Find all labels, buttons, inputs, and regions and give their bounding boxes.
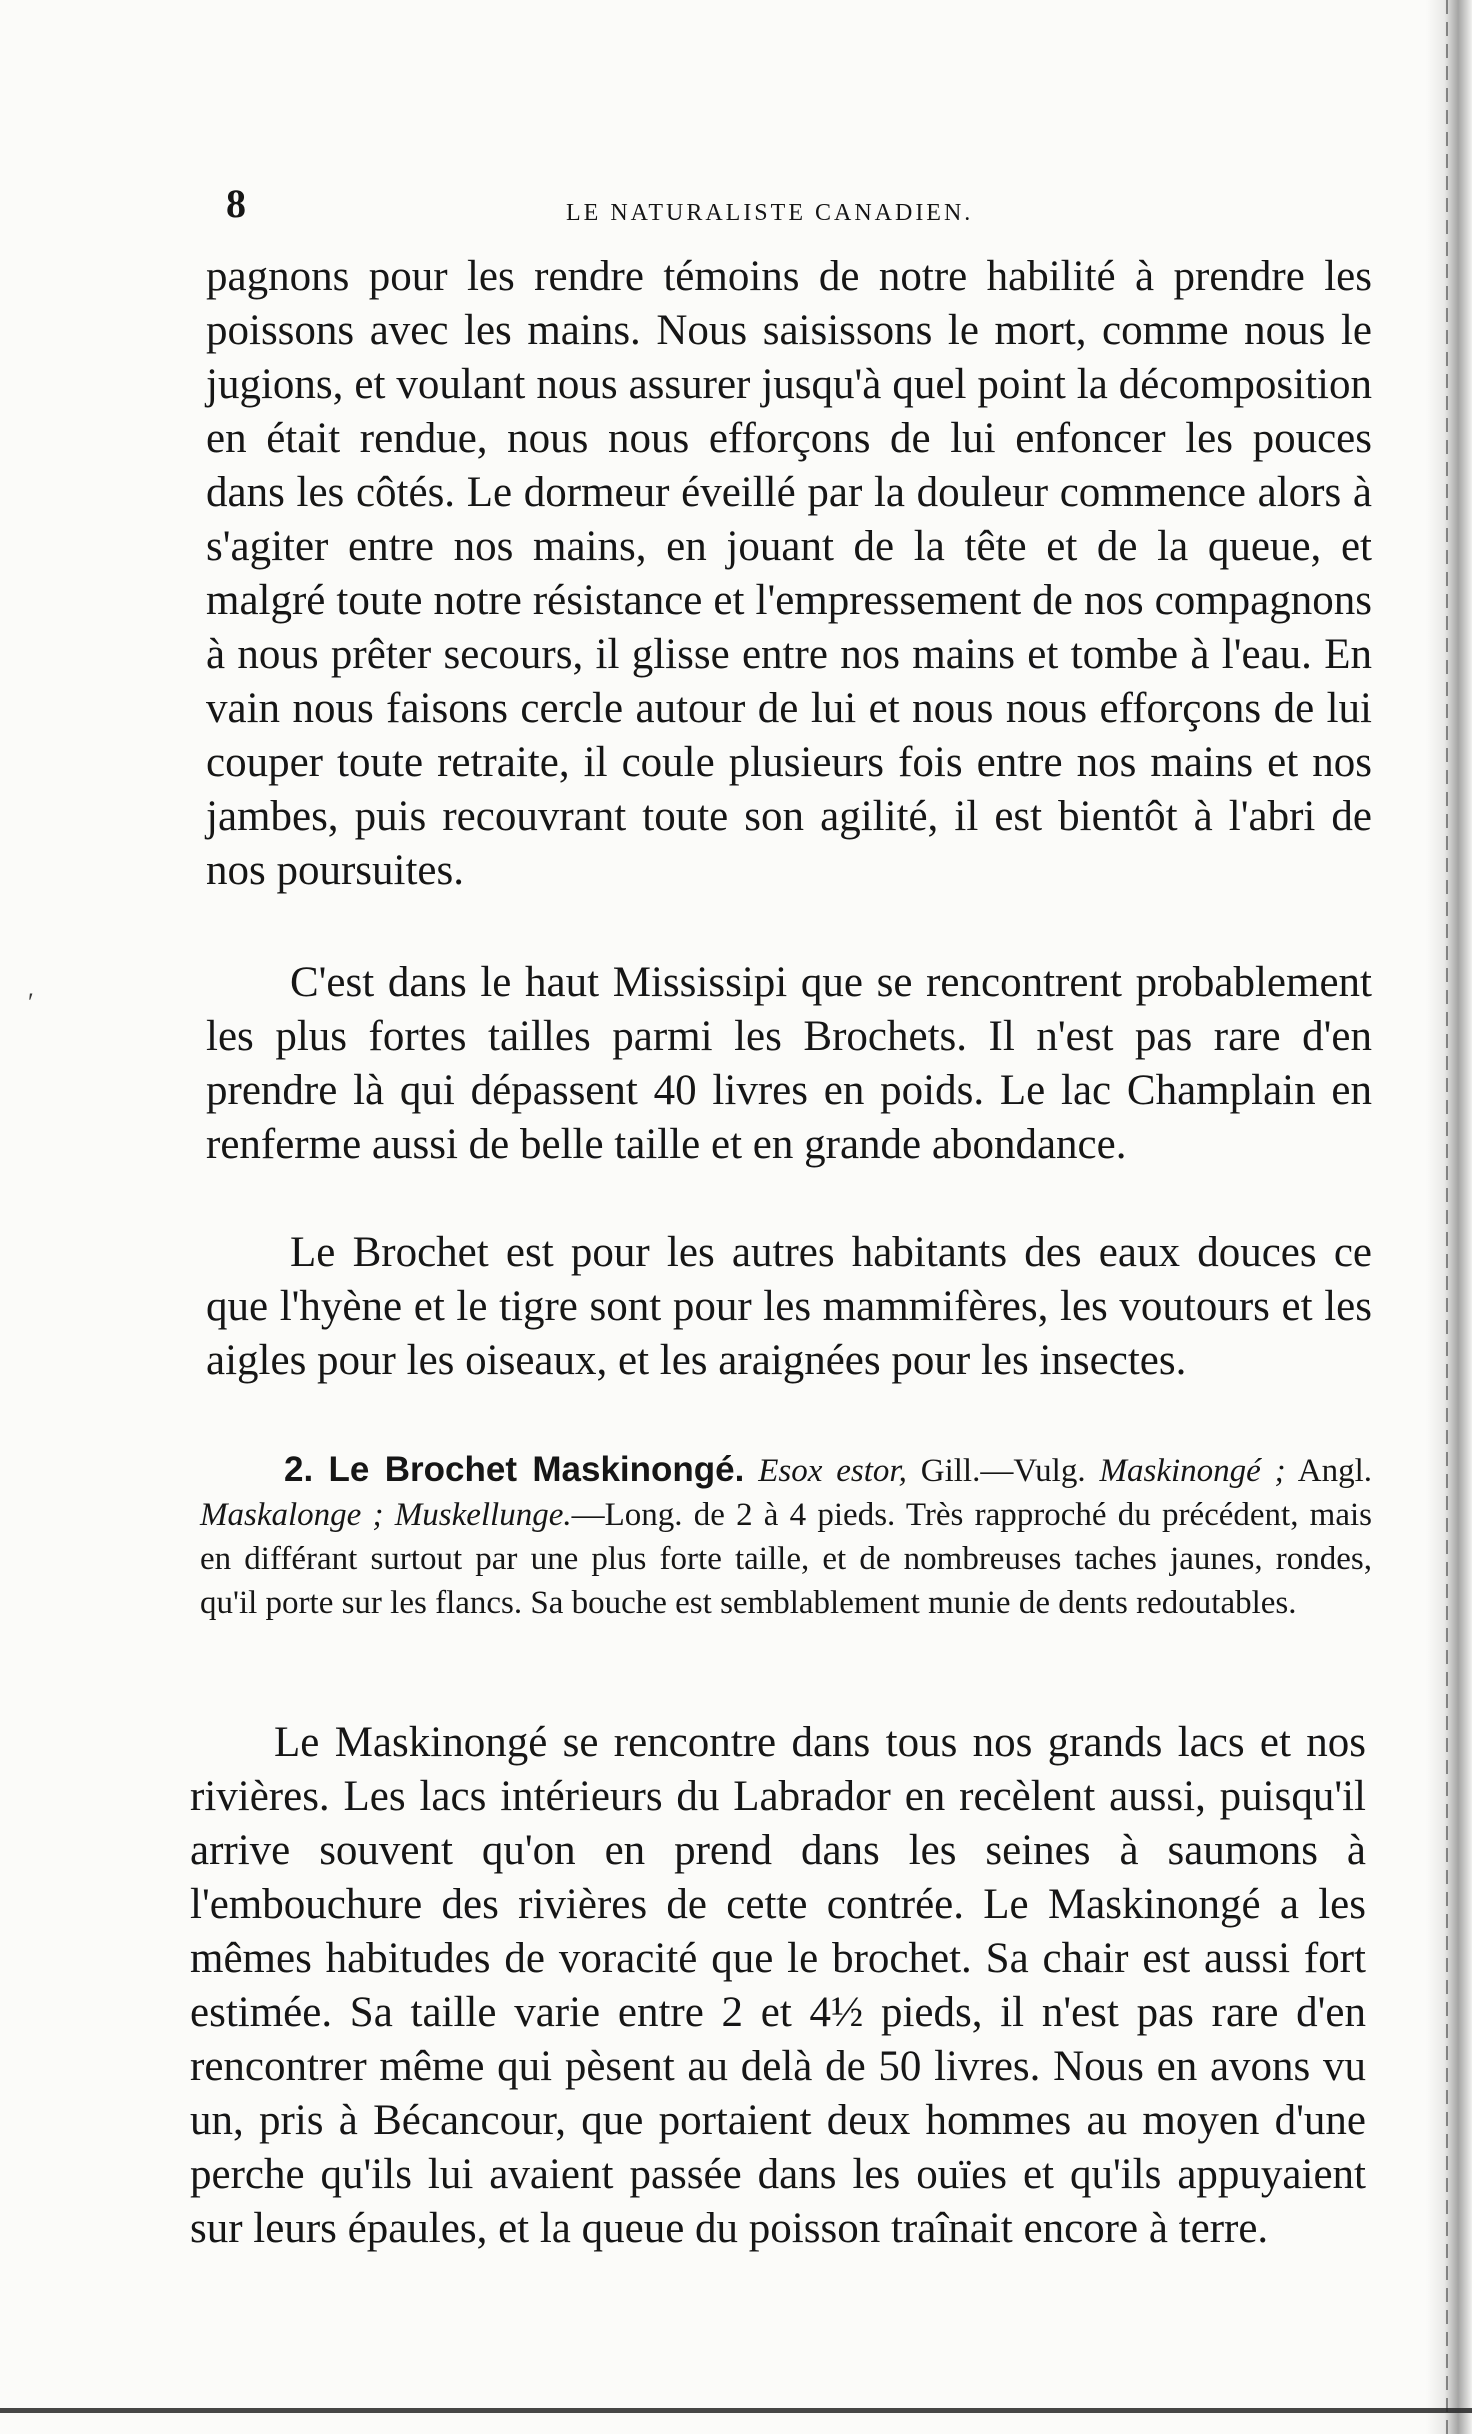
paragraph-block-3 bbox=[206, 1226, 1372, 1388]
paragraph-continued: pagnons pour les rendre témoins de notre habilité à prendre les poissons avec les mains. Nous saisissons le mort, comme nous le jugions, et voulant nous assurer jusqu'à quel point la décomposition en était rendue, nous nous efforçons de lui enfoncer les pouces dans les côtés. Le dormeur éveillé par la douleur commence alors à s'agiter entre nos mains, en jouant de la tête et de la queue, et malgré toute notre résistance et l'empressement de nos compagnons à nous prêter secours, il glisse entre nos mains et tombe à l'eau. En vain nous faisons cercle autour de lui et nous nous efforçons de lui couper toute retraite, il coule plusieurs fois entre nos mains et nos jambes, puis recouvrant toute son agilité, il est bientôt à l'abri de nos poursuites. bbox=[206, 253, 1372, 894]
paragraph-block-4 bbox=[190, 1716, 1366, 2256]
running-title: LE NATURALISTE CANADIEN. bbox=[566, 200, 974, 226]
species-title: 2. Le Brochet Maskinongé. bbox=[284, 1450, 745, 1489]
species-text-a: Gill.—Vulg. bbox=[906, 1453, 1100, 1489]
paragraph-mississipi: C'est dans le haut Mississipi que se rencontrent probablement les plus fortes tailles parmi les Brochets. Il n'est pas rare d'en prendre là qui dépassent 40 livres en poids. Le lac Champlain en renferme aussi de belle taille et en grande abondance. bbox=[206, 959, 1372, 1168]
species-entry bbox=[200, 1448, 1372, 1625]
species-text-c bbox=[384, 1497, 395, 1533]
paragraph-block-1 bbox=[206, 250, 1372, 898]
species-english-name-2: Muskellunge. bbox=[394, 1497, 572, 1533]
scan-bottom-rule bbox=[0, 2408, 1472, 2413]
paragraph-block-2 bbox=[206, 956, 1372, 1172]
scan-edge-line bbox=[1446, 0, 1448, 2434]
paragraph-brochet-predator: Le Brochet est pour les autres habitants des eaux douces ce que l'hyène et le tigre sont pour les mammifères, les voutours et les aigles pour les oiseaux, et les araignées pour les insectes. bbox=[206, 1229, 1372, 1384]
species-english-name-1: Maskalonge ; bbox=[200, 1497, 384, 1533]
running-header bbox=[226, 180, 1376, 240]
species-vulgar-name: Maskinongé ; bbox=[1099, 1453, 1286, 1489]
margin-mark: ′ bbox=[28, 988, 34, 1017]
scan-edge-shadow bbox=[1426, 0, 1472, 2434]
species-text-b: Angl. bbox=[1285, 1453, 1372, 1489]
paragraph-maskinonge: Le Maskinongé se rencontre dans tous nos grands lacs et nos rivières. Les lacs intérieurs du Labrador en recèlent aussi, puisqu'il arrive souvent qu'on en prend dans les seines à saumons à l'embouchure des rivières de cette contrée. Le Maskinongé a les mêmes habitudes de voracité que le brochet. Sa chair est aussi fort estimée. Sa taille varie entre 2 et 4½ pieds, il n'est pas rare d'en rencontrer même qui pèsent au delà de 50 livres. Nous en avons vu un, pris à Bécancour, que portaient deux hommes au moyen d'une perche qu'ils lui avaient passée dans les ouïes et qu'ils appuyaient sur leurs épaules, et la queue du poisson traînait encore à terre. bbox=[190, 1719, 1366, 2252]
page-number: 8 bbox=[226, 181, 246, 226]
species-latin-name: Esox estor, bbox=[758, 1453, 907, 1489]
species-description: —Long. de 2 à 4 pieds. Très rapproché du précédent, mais en différant surtout par une plus forte taille, et de nombreuses taches jaunes, rondes, qu'il porte sur les flancs. Sa bouche est semblablement munie de dents redoutables. bbox=[200, 1497, 1372, 1621]
